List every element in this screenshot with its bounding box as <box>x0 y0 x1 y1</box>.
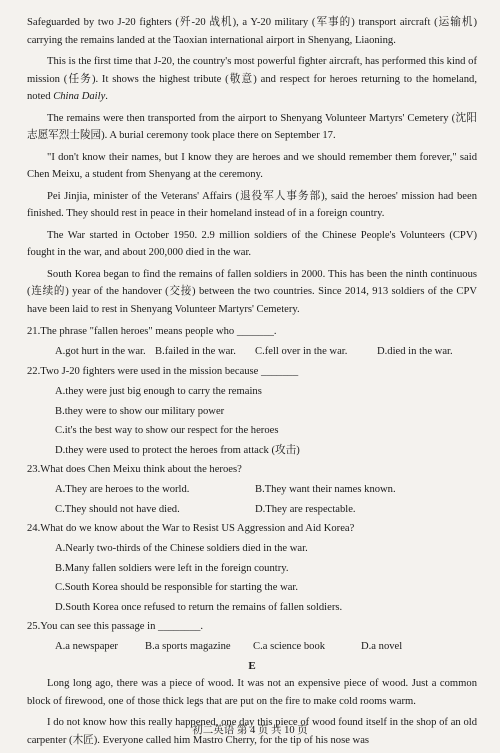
question-23-option-d: D.They are respectable. <box>255 503 356 515</box>
page-content <box>27 14 477 753</box>
question-21-option-d: D.died in the war. <box>377 346 453 357</box>
question-22-option-a: A.they were just big enough to carry the remains <box>55 386 262 397</box>
question-21-options <box>27 342 477 362</box>
question-22-option-b: B.they were to show our military power <box>55 405 225 417</box>
question-21-stem: 21.The phrase "fallen heroes" means people who _______. <box>27 326 277 337</box>
question-23-option-a: A.They are heroes to the world. <box>55 484 190 495</box>
section-e-title: E <box>248 660 256 672</box>
question-24-option-c: C.South Korea should be responsible for starting the war. <box>55 582 299 593</box>
question-25-option-a: A.a newspaper <box>55 641 118 652</box>
question-23-option-b: B.They want their names known. <box>255 484 396 495</box>
question-22-stem: 22.Two J-20 fighters were used in the mission because _______ <box>27 366 299 377</box>
question-24 <box>27 519 477 617</box>
question-22 <box>27 362 477 460</box>
question-24-option-b: B.Many fallen soldiers were left in the foreign country. <box>55 562 289 574</box>
passage-d-paragraph-2: This is the first time that J-20, the country's most powerful fighter aircraft, has performed this kind of mission (任务). It shows the highest tribute (敬意) and respect for heroes returning to the homeland, noted China Daily. <box>27 56 477 102</box>
question-25 <box>27 617 477 657</box>
publication-name: China Daily <box>53 91 106 102</box>
question-22-option-c: C.it's the best way to show our respect for the heroes <box>55 425 279 436</box>
passage-d-paragraph-5: Pei Jinjia, minister of the Veterans' Affairs (退役军人事务部), said the heroes' mission had been finished. They should rest in peace in their homeland instead of in a foreign country. <box>27 190 477 219</box>
question-25-option-c: C.a science book <box>253 641 326 652</box>
question-25-options <box>27 637 477 657</box>
question-21-option-b: B.failed in the war. <box>155 346 236 357</box>
question-21-option-a: A.got hurt in the war. <box>55 346 146 357</box>
question-25-option-d: D.a novel <box>361 641 403 652</box>
question-23-stem: 23.What does Chen Meixu think about the heroes? <box>27 464 242 475</box>
question-24-stem: 24.What do we know about the War to Resist US Aggression and Aid Korea? <box>27 523 355 534</box>
question-25-option-b: B.a sports magazine <box>145 641 231 652</box>
question-21-option-c: C.fell over in the war. <box>255 346 348 357</box>
passage-e-paragraph-1: Long long ago, there was a piece of wood. It was not an expensive piece of wood. Just a common block of firewood, one of those thick legs that are put on the fire to make cold rooms warm. <box>27 678 477 707</box>
question-25-stem: 25.You can see this passage in ________. <box>27 621 204 632</box>
passage-d-paragraph-4: "I don't know their names, but I know they are heroes and we should remember them forever," said Chen Meixu, a student from Shenyang at the ceremony. <box>27 151 477 180</box>
passage-d-paragraph-1: Safeguarded by two J-20 fighters (歼-20 战机), a Y-20 military (军事的) transport aircraft (运输机) carrying the remains landed at the Taoxian international airport in Shenyang, Liaoning. <box>27 17 477 46</box>
question-23-options <box>27 480 477 519</box>
passage-d-paragraph-7: South Korea began to find the remains of fallen soldiers in 2000. This has been the ninth continuous (连续的) year of the handover (交接) between the two countries. Since 2014, 913 soldiers of the CPV have been laid to rest in Shenyang Volunteer Martyrs' Cemetery. <box>27 268 477 315</box>
question-24-option-a: A.Nearly two-thirds of the Chinese soldiers died in the war. <box>55 543 308 554</box>
question-21 <box>27 322 477 362</box>
question-23-option-c: C.They should not have died. <box>55 503 180 515</box>
passage-d-paragraph-6: The War started in October 1950. 2.9 million soldiers of the Chinese People's Volunteers (CPV) fought in the war, and about 200,000 died in the war. <box>27 229 477 258</box>
question-22-option-d: D.they were used to protect the heroes from attack (攻击) <box>55 444 300 456</box>
question-24-option-d: D.South Korea once refused to return the remains of fallen soldiers. <box>55 601 343 613</box>
passage-e-paragraph-2: I do not know how this really happened, one day this piece of wood found itself in the shop of an old carpenter (木匠). Everyone called him Mastro Cherry, for the tip of his nose was <box>27 717 477 746</box>
question-23 <box>27 460 477 519</box>
page-footer: 初二英语 第 4 页 共 10 页 <box>192 725 308 736</box>
passage-d-paragraph-3: The remains were then transported from the airport to Shenyang Volunteer Martyrs' Cemetery (沈阳志愿军烈士陵园). A burial ceremony took place there on September 17. <box>27 112 477 141</box>
